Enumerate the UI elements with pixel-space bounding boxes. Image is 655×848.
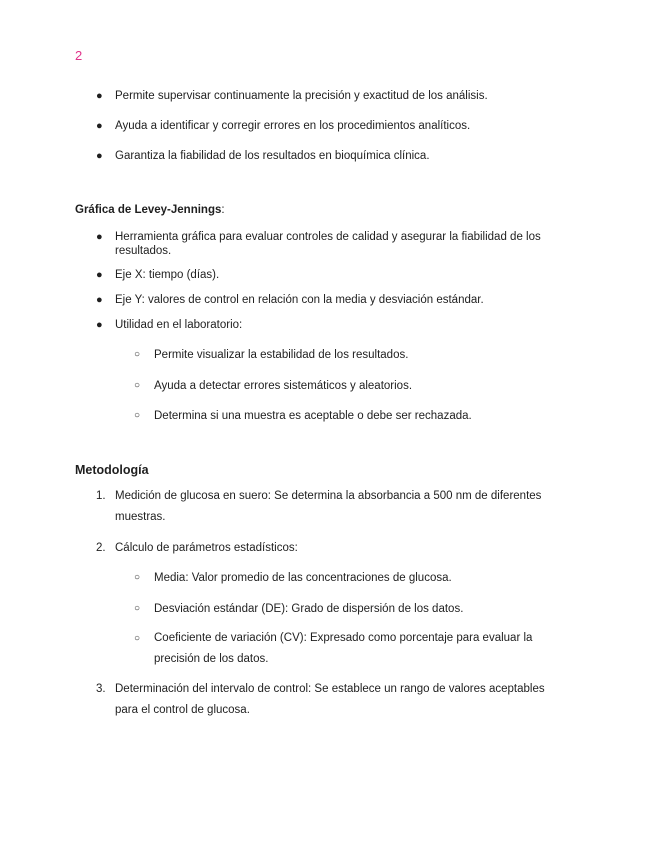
item-number: 2. bbox=[96, 542, 106, 554]
hollow-bullet-icon: ○ bbox=[134, 349, 141, 360]
section-heading-metodologia: Metodología bbox=[75, 463, 149, 477]
list-item-text: Utilidad en el laboratorio: bbox=[115, 319, 243, 331]
bullet-icon: ● bbox=[96, 231, 103, 243]
list-item bbox=[96, 149, 566, 163]
sub-list-item bbox=[134, 571, 564, 585]
list-item-text: Eje X: tiempo (días). bbox=[115, 269, 220, 281]
sub-list-item-text: Desviación estándar (DE): Grado de dispersión de los datos. bbox=[154, 603, 464, 615]
item-number: 1. bbox=[96, 490, 106, 502]
numbered-item bbox=[96, 538, 566, 559]
list-item-text: Eje Y: valores de control en relación con la media y desviación estándar. bbox=[115, 294, 484, 306]
list-item bbox=[96, 89, 566, 103]
list-item-text: Permite supervisar continuamente la precisión y exactitud de los análisis. bbox=[115, 90, 488, 102]
numbered-item bbox=[96, 679, 566, 721]
numbered-item-text: Medición de glucosa en suero: Se determina la absorbancia a 500 nm de diferentes muestras. bbox=[115, 490, 542, 523]
bullet-icon: ● bbox=[96, 319, 103, 331]
heading-text: Gráfica de Levey-Jennings bbox=[75, 204, 222, 216]
hollow-bullet-icon: ○ bbox=[134, 380, 141, 391]
list-item bbox=[96, 293, 566, 307]
hollow-bullet-icon: ○ bbox=[134, 633, 141, 644]
list-item bbox=[96, 230, 566, 258]
bullet-icon: ● bbox=[96, 269, 103, 281]
sub-list-item bbox=[134, 348, 564, 362]
sub-list-item bbox=[134, 602, 564, 616]
sub-list-item bbox=[134, 409, 564, 423]
numbered-item bbox=[96, 486, 566, 528]
sub-list-item-text: Permite visualizar la estabilidad de los resultados. bbox=[154, 349, 409, 361]
bullet-icon: ● bbox=[96, 294, 103, 306]
list-item-text: Garantiza la fiabilidad de los resultados en bioquímica clínica. bbox=[115, 150, 430, 162]
heading-colon: : bbox=[221, 204, 225, 216]
list-item bbox=[96, 268, 566, 282]
sub-list-item-text: Media: Valor promedio de las concentraciones de glucosa. bbox=[154, 572, 452, 584]
hollow-bullet-icon: ○ bbox=[134, 410, 141, 421]
list-item bbox=[96, 119, 566, 133]
hollow-bullet-icon: ○ bbox=[134, 572, 141, 583]
sub-list-item bbox=[134, 379, 564, 393]
sub-list-item bbox=[134, 628, 564, 670]
numbered-item-text: Cálculo de parámetros estadísticos: bbox=[115, 542, 298, 554]
list-item-text: Herramienta gráfica para evaluar controles de calidad y asegurar la fiabilidad de los resultados. bbox=[115, 231, 541, 257]
section-heading-levey-jennings bbox=[75, 204, 225, 216]
sub-list-item-text: Ayuda a detectar errores sistemáticos y aleatorios. bbox=[154, 380, 413, 392]
sub-list-item-text: Determina si una muestra es aceptable o debe ser rechazada. bbox=[154, 410, 472, 422]
bullet-icon: ● bbox=[96, 120, 103, 132]
item-number: 3. bbox=[96, 683, 106, 695]
hollow-bullet-icon: ○ bbox=[134, 603, 141, 614]
list-item-text: Ayuda a identificar y corregir errores en los procedimientos analíticos. bbox=[115, 120, 471, 132]
numbered-item-text: Determinación del intervalo de control: Se establece un rango de valores aceptables para el control de glucosa. bbox=[115, 683, 545, 716]
list-item bbox=[96, 318, 566, 332]
sub-list-item-text: Coeficiente de variación (CV): Expresado como porcentaje para evaluar la precisión de los datos. bbox=[154, 632, 533, 665]
bullet-icon: ● bbox=[96, 90, 103, 102]
page-number: 2 bbox=[75, 48, 83, 63]
bullet-icon: ● bbox=[96, 150, 103, 162]
